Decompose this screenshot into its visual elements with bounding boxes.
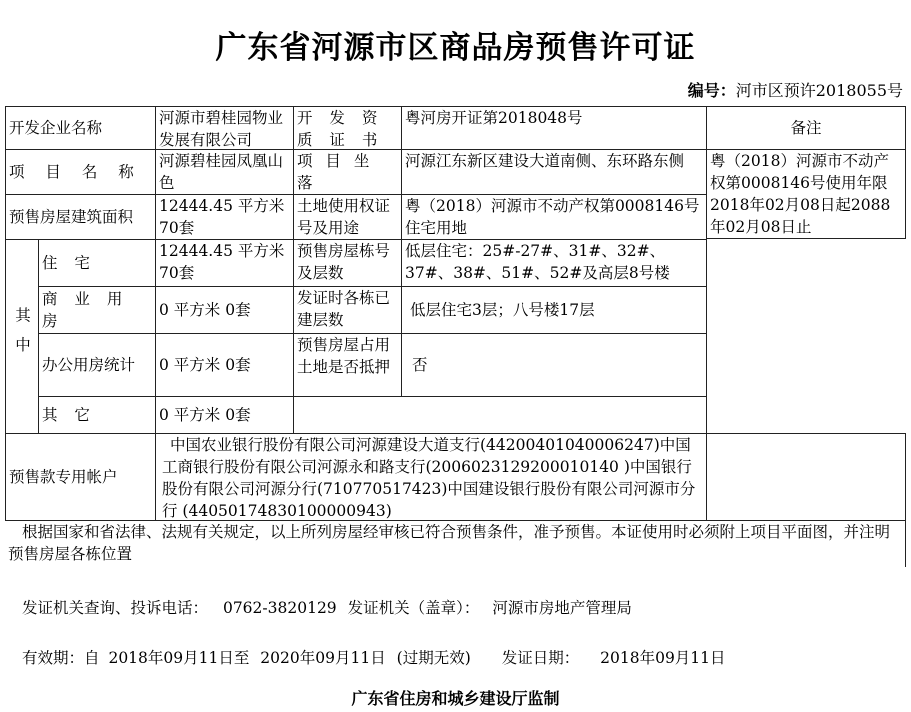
developer-label: 开发企业名称: [5, 106, 156, 150]
buildings-value: 低层住宅：25#-27#、31#、32#、37#、38#、51#、52#及高层8号楼: [401, 239, 707, 287]
project-location-value: 河源江东新区建设大道南侧、东环路东侧: [401, 149, 707, 195]
land-cert-label: 土地使用权证号及用途: [293, 194, 402, 240]
presale-area-label: 预售房屋建筑面积: [5, 194, 156, 240]
page-title: 广东省河源市区商品房预售许可证: [215, 30, 696, 66]
land-cert-value: 粤（2018）河源市不动产权第0008146号 住宅用地: [401, 194, 707, 240]
land-mortgage-label: 预售房屋占用土地是否抵押: [293, 333, 402, 397]
license-number-value: 河市区预许2018055号: [735, 81, 903, 100]
project-location-label: 项 目 坐 落: [293, 149, 402, 195]
built-floors-label: 发证时各栋已建层数: [293, 286, 402, 334]
commercial-value: 0 平方米 0套: [155, 286, 294, 334]
validity-to: 2020年09月11日: [260, 649, 386, 667]
statement: 根据国家和省法律、法规有关规定，以上所列房屋经审核已符合预售条件，准予预售。本证使用时必须附上项目平面图，并注明预售房屋各栋位置: [5, 520, 906, 567]
among-label: [5, 239, 39, 434]
phone-value: 0762-3820129: [222, 599, 337, 617]
account-label: 预售款专用帐户: [5, 433, 156, 521]
residential-label: 住 宅: [38, 239, 156, 287]
authority-value: 河源市房地产管理局: [492, 599, 632, 617]
buildings-label: 预售房屋栋号及层数: [293, 239, 402, 287]
contact-line: [22, 596, 632, 618]
among-label-text: 其中: [13, 307, 31, 366]
phone-label: 发证机关查询、投诉电话：: [22, 599, 209, 617]
authority-label: 发证机关（盖章）：: [347, 599, 480, 617]
other-value: 0 平方米 0套: [155, 396, 294, 434]
qualification-label: 开 发 资 质 证 书: [293, 106, 402, 150]
validity-line: [22, 646, 726, 668]
remarks-label: 备注: [706, 106, 906, 150]
validity-label: 有效期：自: [22, 649, 100, 667]
project-name-value: 河源碧桂园凤凰山色: [155, 149, 294, 195]
residential-value: 12444.45 平方米70套: [155, 239, 294, 287]
other-label: 其 它: [38, 396, 156, 434]
qualification-value: 粤河房开证第2018048号: [401, 106, 707, 150]
presale-area-value: 12444.45 平方米70套: [155, 194, 294, 240]
issue-date-label: 发证日期：: [501, 649, 580, 667]
license-number-label: 编号：: [687, 81, 736, 100]
validity-note: (过期无效): [396, 649, 471, 667]
footer-supervisor: 广东省住房和城乡建设厅监制: [351, 689, 560, 708]
other-blank: [293, 396, 707, 434]
office-value: 0 平方米 0套: [155, 333, 294, 397]
remarks-blank-lower: [706, 433, 906, 521]
land-mortgage-value: 否: [401, 333, 707, 397]
account-value: 中国农业银行股份有限公司河源建设大道支行(44200401040006247)中国工商银行股份有限公司河源永和路支行(2006023129200010140 )中国银行股份有限公司河源分行(710770517423)中国建设银行股份有限公司河源市分行 (44050174830100000943): [155, 433, 707, 521]
project-name-label: 项 目 名 称: [5, 149, 156, 195]
validity-from: 2018年09月11日至: [108, 649, 250, 667]
built-floors-value: 低层住宅3层；八号楼17层: [401, 286, 707, 334]
issue-date-value: 2018年09月11日: [600, 649, 726, 667]
commercial-label: 商 业 用 房: [38, 286, 156, 334]
developer-value: 河源市碧桂园物业发展有限公司: [155, 106, 294, 150]
remarks-value: 粤（2018）河源市不动产权第0008146号使用年限2018年02月08日起2088年02月08日止: [706, 149, 906, 239]
office-label: 办公用房统计: [38, 333, 156, 397]
